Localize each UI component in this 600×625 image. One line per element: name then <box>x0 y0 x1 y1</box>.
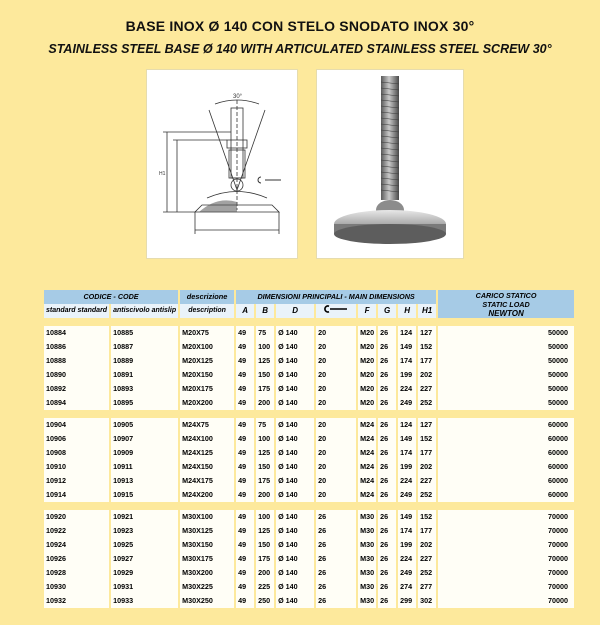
table-cell: 50000 <box>438 326 574 340</box>
table-cell: 199 <box>398 460 416 474</box>
table-cell: M30 <box>358 594 376 608</box>
table-cell: 10922 <box>44 524 109 538</box>
table-cell: 10890 <box>44 368 109 382</box>
table-cell: 26 <box>316 566 356 580</box>
table-cell: 26 <box>378 594 396 608</box>
table-cell: 177 <box>418 524 436 538</box>
group-gap-cell <box>44 502 574 510</box>
table-cell: 50000 <box>438 382 574 396</box>
table-cell: M24 <box>358 488 376 502</box>
table-cell: M20X75 <box>180 326 234 340</box>
table-cell: 10906 <box>44 432 109 446</box>
table-cell: 252 <box>418 488 436 502</box>
col-a-header: A <box>236 304 254 318</box>
table-cell: 50000 <box>438 368 574 382</box>
table-row <box>44 382 574 396</box>
table-cell: M24 <box>358 446 376 460</box>
table-cell: 174 <box>398 446 416 460</box>
table-cell: 26 <box>378 538 396 552</box>
table-cell: M20X125 <box>180 354 234 368</box>
table-cell: 149 <box>398 340 416 354</box>
table-cell: 75 <box>256 418 274 432</box>
table-row <box>44 326 574 340</box>
table-cell: 152 <box>418 510 436 524</box>
table-cell: 10886 <box>44 340 109 354</box>
product-photo <box>316 69 464 259</box>
table-cell: 10892 <box>44 382 109 396</box>
table-cell: 274 <box>398 580 416 594</box>
table-cell: 49 <box>236 566 254 580</box>
table-row <box>44 594 574 608</box>
table-cell: M30X175 <box>180 552 234 566</box>
table-cell: 10905 <box>111 418 178 432</box>
col-f-header: F <box>358 304 376 318</box>
table-cell: 200 <box>256 488 274 502</box>
table-cell: 70000 <box>438 538 574 552</box>
table-cell: 152 <box>418 432 436 446</box>
table-cell: 10931 <box>111 580 178 594</box>
table-cell: 100 <box>256 340 274 354</box>
table-cell: 249 <box>398 488 416 502</box>
table-row <box>44 538 574 552</box>
table-cell: 49 <box>236 524 254 538</box>
table-cell: M24X125 <box>180 446 234 460</box>
table-cell: 100 <box>256 432 274 446</box>
table-cell: 26 <box>378 354 396 368</box>
table-cell: Ø 140 <box>276 580 314 594</box>
table-cell: M30X100 <box>180 510 234 524</box>
table-cell: 149 <box>398 432 416 446</box>
table-cell: 70000 <box>438 524 574 538</box>
table-cell: 10894 <box>44 396 109 410</box>
table-cell: 50000 <box>438 396 574 410</box>
table-cell: M24 <box>358 474 376 488</box>
table-cell: 49 <box>236 474 254 488</box>
table-cell: M24X175 <box>180 474 234 488</box>
table-cell: 26 <box>316 524 356 538</box>
table-cell: 49 <box>236 368 254 382</box>
dimensions-header: DIMENSIONI PRINCIPALI - MAIN DIMENSIONS <box>236 290 436 304</box>
table-cell: 252 <box>418 396 436 410</box>
table-cell: 20 <box>316 368 356 382</box>
table-cell: M20X100 <box>180 340 234 354</box>
table-cell: 124 <box>398 418 416 432</box>
table-cell: 49 <box>236 552 254 566</box>
group-gap <box>44 410 574 418</box>
table-cell: 249 <box>398 396 416 410</box>
table-cell: 26 <box>378 566 396 580</box>
table-cell: 26 <box>378 474 396 488</box>
table-cell: 100 <box>256 510 274 524</box>
table-cell: 26 <box>316 538 356 552</box>
table-cell: 50000 <box>438 354 574 368</box>
table-cell: 20 <box>316 488 356 502</box>
group-gap <box>44 502 574 510</box>
load-header <box>438 290 574 318</box>
table-row <box>44 396 574 410</box>
table-cell: Ø 140 <box>276 474 314 488</box>
table-cell: Ø 140 <box>276 488 314 502</box>
table-cell: 152 <box>418 340 436 354</box>
table-row <box>44 474 574 488</box>
group-gap-cell <box>44 410 574 418</box>
table-cell: 10915 <box>111 488 178 502</box>
table-cell: 175 <box>256 382 274 396</box>
table-cell: 227 <box>418 552 436 566</box>
table-cell: 26 <box>378 326 396 340</box>
table-cell: 26 <box>316 552 356 566</box>
table-cell: 10928 <box>44 566 109 580</box>
table-cell: 26 <box>378 446 396 460</box>
table-cell: 20 <box>316 418 356 432</box>
table-cell: 49 <box>236 446 254 460</box>
table-cell: M20 <box>358 354 376 368</box>
table-cell: 150 <box>256 368 274 382</box>
table-cell: 10887 <box>111 340 178 354</box>
table-cell: 50000 <box>438 340 574 354</box>
wrench-icon <box>258 177 281 183</box>
table-cell: 199 <box>398 538 416 552</box>
group-gap <box>44 318 574 326</box>
table-cell: M30X125 <box>180 524 234 538</box>
table-cell: Ø 140 <box>276 326 314 340</box>
table-cell: M30X225 <box>180 580 234 594</box>
table-cell: Ø 140 <box>276 594 314 608</box>
table-cell: 20 <box>316 340 356 354</box>
table-cell: Ø 140 <box>276 382 314 396</box>
col-g-header: G <box>378 304 396 318</box>
table-cell: 125 <box>256 446 274 460</box>
table-cell: Ø 140 <box>276 566 314 580</box>
table-cell: 125 <box>256 524 274 538</box>
table-cell: 10889 <box>111 354 178 368</box>
table-cell: 60000 <box>438 418 574 432</box>
table-cell: 49 <box>236 354 254 368</box>
table-cell: 26 <box>378 396 396 410</box>
table-cell: 70000 <box>438 594 574 608</box>
table-cell: M20X200 <box>180 396 234 410</box>
table-row <box>44 368 574 382</box>
table-cell: M30X200 <box>180 566 234 580</box>
table-cell: 26 <box>316 580 356 594</box>
table-cell: 26 <box>378 488 396 502</box>
table-cell: 49 <box>236 326 254 340</box>
table-cell: 10930 <box>44 580 109 594</box>
table-cell: 299 <box>398 594 416 608</box>
table-row <box>44 354 574 368</box>
table-cell: Ø 140 <box>276 418 314 432</box>
table-cell: 10913 <box>111 474 178 488</box>
table-cell: 227 <box>418 474 436 488</box>
page-subtitle: STAINLESS STEEL BASE Ø 140 WITH ARTICULATED STAINLESS STEEL SCREW 30° <box>48 42 552 56</box>
table-cell: 49 <box>236 488 254 502</box>
col-h1-header: H1 <box>418 304 436 318</box>
antislip-header: antiscivolo antislip <box>111 304 178 318</box>
table-cell: 20 <box>316 446 356 460</box>
specification-table <box>42 290 576 608</box>
table-cell: 49 <box>236 432 254 446</box>
col-d-header: D <box>276 304 314 318</box>
table-cell: 10926 <box>44 552 109 566</box>
table-cell: 20 <box>316 432 356 446</box>
table-cell: 224 <box>398 382 416 396</box>
table-cell: 249 <box>398 566 416 580</box>
table-cell: Ø 140 <box>276 524 314 538</box>
table-cell: 175 <box>256 474 274 488</box>
table-cell: 10891 <box>111 368 178 382</box>
table-cell: 26 <box>378 510 396 524</box>
table-cell: 10927 <box>111 552 178 566</box>
table-row <box>44 488 574 502</box>
table-cell: 252 <box>418 566 436 580</box>
table-cell: M24X200 <box>180 488 234 502</box>
table-cell: 26 <box>378 432 396 446</box>
table-cell: 49 <box>236 538 254 552</box>
table-row <box>44 510 574 524</box>
table-cell: M30X150 <box>180 538 234 552</box>
table-cell: 150 <box>256 460 274 474</box>
table-cell: 26 <box>316 594 356 608</box>
col-b-header: B <box>256 304 274 318</box>
table-cell: 70000 <box>438 580 574 594</box>
table-cell: 150 <box>256 538 274 552</box>
table-cell: 20 <box>316 396 356 410</box>
table-row <box>44 460 574 474</box>
table-cell: 127 <box>418 326 436 340</box>
table-cell: 26 <box>378 460 396 474</box>
wrench-icon <box>316 304 356 318</box>
table-cell: 10921 <box>111 510 178 524</box>
descrizione-header: descrizione <box>180 290 234 304</box>
table-cell: 10893 <box>111 382 178 396</box>
table-cell: 10933 <box>111 594 178 608</box>
table-cell: 10885 <box>111 326 178 340</box>
table-cell: 10924 <box>44 538 109 552</box>
table-row <box>44 418 574 432</box>
table-cell: 125 <box>256 354 274 368</box>
codice-header: CODICE - CODE <box>44 290 178 304</box>
table-row <box>44 524 574 538</box>
table-cell: 26 <box>378 524 396 538</box>
table-cell: Ø 140 <box>276 552 314 566</box>
table-cell: Ø 140 <box>276 354 314 368</box>
standard-header: standard standard <box>44 304 109 318</box>
table-cell: M20X150 <box>180 368 234 382</box>
table-cell: 49 <box>236 510 254 524</box>
table-cell: M30 <box>358 566 376 580</box>
table-cell: 26 <box>378 340 396 354</box>
table-cell: 10908 <box>44 446 109 460</box>
table-cell: M20 <box>358 382 376 396</box>
table-cell: 10912 <box>44 474 109 488</box>
table-cell: 20 <box>316 326 356 340</box>
table-cell: Ø 140 <box>276 340 314 354</box>
table-cell: 49 <box>236 396 254 410</box>
table-cell: 20 <box>316 354 356 368</box>
table-cell: 20 <box>316 382 356 396</box>
table-cell: 224 <box>398 474 416 488</box>
table-cell: 26 <box>378 552 396 566</box>
table-cell: 10884 <box>44 326 109 340</box>
table-cell: 20 <box>316 460 356 474</box>
table-cell: M20 <box>358 326 376 340</box>
table-cell: 177 <box>418 354 436 368</box>
table-cell: Ø 140 <box>276 368 314 382</box>
table-cell: 26 <box>378 368 396 382</box>
table-cell: 302 <box>418 594 436 608</box>
load-header-line3: NEWTON <box>488 308 524 318</box>
table-cell: 175 <box>256 552 274 566</box>
table-cell: 10923 <box>111 524 178 538</box>
table-cell: 49 <box>236 418 254 432</box>
table-cell: 10907 <box>111 432 178 446</box>
table-cell: 149 <box>398 510 416 524</box>
table-cell: M24 <box>358 432 376 446</box>
table-cell: 10895 <box>111 396 178 410</box>
table-cell: M20 <box>358 340 376 354</box>
table-cell: M24 <box>358 418 376 432</box>
table-cell: Ø 140 <box>276 538 314 552</box>
table-cell: 26 <box>378 580 396 594</box>
table-cell: Ø 140 <box>276 460 314 474</box>
table-cell: 224 <box>398 552 416 566</box>
angle-label: 30° <box>233 94 243 100</box>
table-cell: M20 <box>358 368 376 382</box>
table-cell: 127 <box>418 418 436 432</box>
table-cell: 49 <box>236 594 254 608</box>
table-cell: M20X175 <box>180 382 234 396</box>
table-cell: 10914 <box>44 488 109 502</box>
table-cell: 200 <box>256 566 274 580</box>
col-h-header: H <box>398 304 416 318</box>
table-cell: Ø 140 <box>276 396 314 410</box>
table-cell: M30X250 <box>180 594 234 608</box>
table-cell: 174 <box>398 354 416 368</box>
table-cell: 10909 <box>111 446 178 460</box>
table-cell: 10904 <box>44 418 109 432</box>
page-title: BASE INOX Ø 140 CON STELO SNODATO INOX 30° <box>125 18 475 34</box>
table-cell: 10888 <box>44 354 109 368</box>
table-cell: 10932 <box>44 594 109 608</box>
table-cell: Ø 140 <box>276 432 314 446</box>
table-cell: 124 <box>398 326 416 340</box>
table-cell: 227 <box>418 382 436 396</box>
table-cell: 277 <box>418 580 436 594</box>
table-cell: 200 <box>256 396 274 410</box>
table-cell: 70000 <box>438 510 574 524</box>
dim-label: H1 <box>159 171 166 177</box>
table-cell: M30 <box>358 538 376 552</box>
table-cell: 225 <box>256 580 274 594</box>
table-cell: M24X100 <box>180 432 234 446</box>
table-row <box>44 566 574 580</box>
load-header-line1: CARICO STATICO <box>475 290 537 300</box>
table-row <box>44 446 574 460</box>
table-cell: 70000 <box>438 552 574 566</box>
table-cell: M24 <box>358 460 376 474</box>
table-cell: Ø 140 <box>276 446 314 460</box>
table-cell: 60000 <box>438 446 574 460</box>
table-cell: 60000 <box>438 474 574 488</box>
table-cell: 10925 <box>111 538 178 552</box>
table-cell: 10911 <box>111 460 178 474</box>
table-cell: 20 <box>316 474 356 488</box>
table-cell: 75 <box>256 326 274 340</box>
table-cell: 174 <box>398 524 416 538</box>
table-cell: 250 <box>256 594 274 608</box>
table-cell: Ø 140 <box>276 510 314 524</box>
table-row <box>44 432 574 446</box>
table-cell: 60000 <box>438 432 574 446</box>
table-cell: M30 <box>358 552 376 566</box>
table-cell: 49 <box>236 340 254 354</box>
technical-drawing <box>146 69 298 259</box>
table-cell: 10920 <box>44 510 109 524</box>
table-cell: M24X75 <box>180 418 234 432</box>
table-row <box>44 580 574 594</box>
table-cell: 60000 <box>438 460 574 474</box>
description-header: description <box>180 304 234 318</box>
table-cell: 10910 <box>44 460 109 474</box>
group-gap-cell <box>44 318 574 326</box>
table-cell: 202 <box>418 368 436 382</box>
table-cell: 177 <box>418 446 436 460</box>
table-cell: 202 <box>418 460 436 474</box>
table-cell: 202 <box>418 538 436 552</box>
table-cell: M24X150 <box>180 460 234 474</box>
table-cell: M30 <box>358 524 376 538</box>
table-cell: 60000 <box>438 488 574 502</box>
table-cell: 70000 <box>438 566 574 580</box>
table-cell: 10929 <box>111 566 178 580</box>
table-cell: 26 <box>378 418 396 432</box>
table-cell: 49 <box>236 460 254 474</box>
table-cell: 49 <box>236 382 254 396</box>
table-cell: 199 <box>398 368 416 382</box>
table-cell: M30 <box>358 510 376 524</box>
table-cell: 49 <box>236 580 254 594</box>
table-cell: 26 <box>316 510 356 524</box>
load-header-line2: STATIC LOAD <box>482 299 530 309</box>
table-row <box>44 552 574 566</box>
table-row <box>44 340 574 354</box>
table-cell: M30 <box>358 580 376 594</box>
table-cell: 26 <box>378 382 396 396</box>
table-cell: M20 <box>358 396 376 410</box>
